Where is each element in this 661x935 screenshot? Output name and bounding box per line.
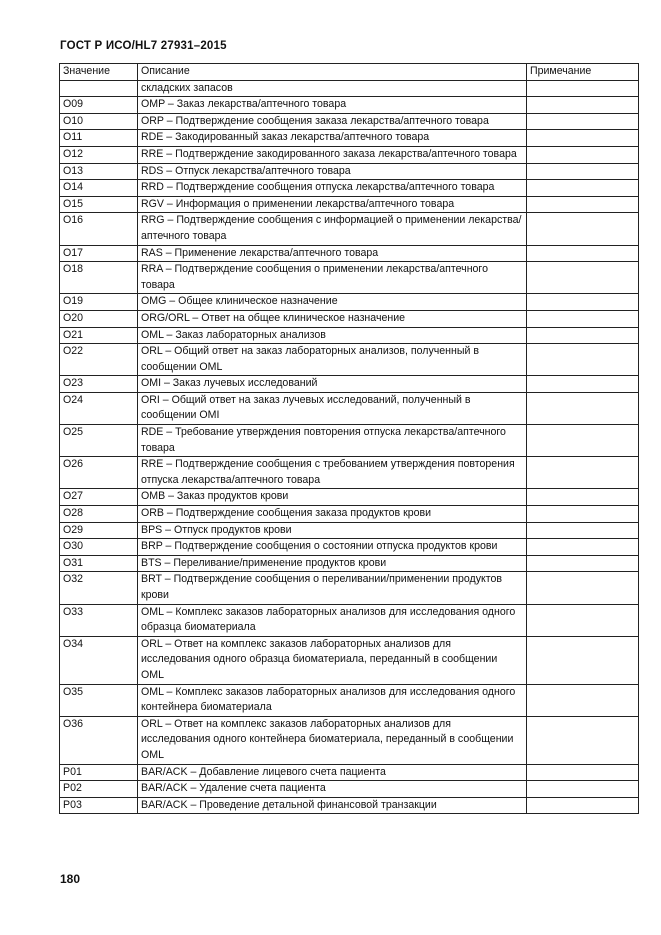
table-row	[60, 604, 639, 636]
table-row	[60, 294, 639, 311]
description-cell: BRT – Подтверждение сообщения о переливании/применении продуктов крови	[138, 572, 527, 604]
code-cell: O22	[60, 344, 138, 376]
description-cell: ORL – Ответ на комплекс заказов лабораторных анализов для исследования одного контейнера биоматериала, переданный в сообщении OML	[138, 716, 527, 764]
description-cell: BAR/ACK – Удаление счета пациента	[138, 781, 527, 798]
code-cell: O11	[60, 130, 138, 147]
table-row	[60, 130, 639, 147]
table-row	[60, 539, 639, 556]
code-cell: O24	[60, 392, 138, 424]
code-cell: O09	[60, 97, 138, 114]
description-cell: складских запасов	[138, 80, 527, 97]
note-cell	[527, 506, 639, 523]
note-cell	[527, 684, 639, 716]
description-cell: OMG – Общее клиническое назначение	[138, 294, 527, 311]
description-cell: ORP – Подтверждение сообщения заказа лекарства/аптечного товара	[138, 113, 527, 130]
description-cell: BAR/ACK – Проведение детальной финансовой транзакции	[138, 797, 527, 814]
description-cell: ORL – Ответ на комплекс заказов лабораторных анализов для исследования одного образца биоматериала, переданный в сообщении OML	[138, 636, 527, 684]
code-cell: P01	[60, 764, 138, 781]
description-cell: RDS – Отпуск лекарства/аптечного товара	[138, 163, 527, 180]
description-cell: RGV – Информация о применении лекарства/аптечного товара	[138, 196, 527, 213]
table-row	[60, 196, 639, 213]
table-row	[60, 245, 639, 262]
table-row	[60, 180, 639, 197]
note-cell	[527, 130, 639, 147]
note-cell	[527, 376, 639, 393]
table-row	[60, 113, 639, 130]
table-row	[60, 80, 639, 97]
table-row	[60, 376, 639, 393]
code-cell: O26	[60, 457, 138, 489]
table-row	[60, 146, 639, 163]
description-cell: RRA – Подтверждение сообщения о применении лекарства/аптечного товара	[138, 262, 527, 294]
note-cell	[527, 392, 639, 424]
table-row	[60, 684, 639, 716]
note-cell	[527, 781, 639, 798]
note-cell	[527, 146, 639, 163]
description-cell: RAS – Применение лекарства/аптечного товара	[138, 245, 527, 262]
description-cell: OMI – Заказ лучевых исследований	[138, 376, 527, 393]
table-row	[60, 522, 639, 539]
description-cell: OMP – Заказ лекарства/аптечного товара	[138, 97, 527, 114]
description-cell: ORL – Общий ответ на заказ лабораторных анализов, полученный в сообщении OML	[138, 344, 527, 376]
table-row	[60, 555, 639, 572]
description-cell: ORI – Общий ответ на заказ лучевых исследований, полученный в сообщении OMI	[138, 392, 527, 424]
code-cell: O12	[60, 146, 138, 163]
code-cell: O33	[60, 604, 138, 636]
code-cell: O30	[60, 539, 138, 556]
note-cell	[527, 327, 639, 344]
table-row	[60, 764, 639, 781]
note-cell	[527, 489, 639, 506]
note-cell	[527, 522, 639, 539]
description-cell: BTS – Переливание/применение продуктов крови	[138, 555, 527, 572]
code-cell: O25	[60, 425, 138, 457]
note-cell	[527, 245, 639, 262]
code-cell: O18	[60, 262, 138, 294]
document-header: ГОСТ Р ИСО/HL7 27931–2015	[60, 40, 227, 52]
table-row	[60, 797, 639, 814]
code-cell: O32	[60, 572, 138, 604]
code-cell: O27	[60, 489, 138, 506]
code-cell: P02	[60, 781, 138, 798]
table-row	[60, 716, 639, 764]
note-cell	[527, 80, 639, 97]
note-cell	[527, 196, 639, 213]
description-cell: RDE – Требование утверждения повторения отпуска лекарства/аптечного товара	[138, 425, 527, 457]
code-cell: O14	[60, 180, 138, 197]
description-cell: RDE – Закодированный заказ лекарства/аптечного товара	[138, 130, 527, 147]
note-cell	[527, 457, 639, 489]
code-cell: O17	[60, 245, 138, 262]
code-cell: O29	[60, 522, 138, 539]
table-row	[60, 310, 639, 327]
description-cell: OMB – Заказ продуктов крови	[138, 489, 527, 506]
table-row	[60, 457, 639, 489]
note-cell	[527, 213, 639, 245]
column-header-value: Значение	[60, 64, 138, 81]
note-cell	[527, 425, 639, 457]
note-cell	[527, 764, 639, 781]
note-cell	[527, 310, 639, 327]
note-cell	[527, 636, 639, 684]
code-cell: O21	[60, 327, 138, 344]
column-header-description: Описание	[138, 64, 527, 81]
note-cell	[527, 604, 639, 636]
table-row	[60, 781, 639, 798]
code-cell: O23	[60, 376, 138, 393]
table-row	[60, 344, 639, 376]
code-cell: O13	[60, 163, 138, 180]
code-cell: O19	[60, 294, 138, 311]
note-cell	[527, 113, 639, 130]
note-cell	[527, 716, 639, 764]
table-header-row	[60, 64, 639, 81]
code-cell: O15	[60, 196, 138, 213]
description-cell: RRD – Подтверждение сообщения отпуска лекарства/аптечного товара	[138, 180, 527, 197]
table-row	[60, 489, 639, 506]
note-cell	[527, 539, 639, 556]
description-cell: OML – Комплекс заказов лабораторных анализов для исследования одного контейнера биоматериала	[138, 684, 527, 716]
note-cell	[527, 344, 639, 376]
description-cell: RRE – Подтверждение сообщения с требованием утверждения повторения отпуска лекарства/аптечного товара	[138, 457, 527, 489]
code-cell: P03	[60, 797, 138, 814]
note-cell	[527, 262, 639, 294]
note-cell	[527, 572, 639, 604]
description-cell: ORB – Подтверждение сообщения заказа продуктов крови	[138, 506, 527, 523]
code-cell: O16	[60, 213, 138, 245]
code-table	[59, 63, 639, 814]
code-cell: O20	[60, 310, 138, 327]
table-row	[60, 213, 639, 245]
description-cell: ORG/ORL – Ответ на общее клиническое назначение	[138, 310, 527, 327]
table-row	[60, 636, 639, 684]
code-cell: O28	[60, 506, 138, 523]
description-cell: OML – Комплекс заказов лабораторных анализов для исследования одного образца биоматериала	[138, 604, 527, 636]
code-cell: O34	[60, 636, 138, 684]
description-cell: BPS – Отпуск продуктов крови	[138, 522, 527, 539]
page-number: 180	[60, 872, 81, 886]
table-row	[60, 392, 639, 424]
description-cell: BAR/ACK – Добавление лицевого счета пациента	[138, 764, 527, 781]
table-row	[60, 506, 639, 523]
description-cell: RRG – Подтверждение сообщения с информацией о применении лекарства/аптечного товара	[138, 213, 527, 245]
note-cell	[527, 555, 639, 572]
code-cell: O10	[60, 113, 138, 130]
table-body	[60, 80, 639, 814]
table-row	[60, 97, 639, 114]
note-cell	[527, 797, 639, 814]
table-row	[60, 327, 639, 344]
note-cell	[527, 163, 639, 180]
table-row	[60, 262, 639, 294]
table-row	[60, 572, 639, 604]
note-cell	[527, 180, 639, 197]
note-cell	[527, 97, 639, 114]
table-row	[60, 163, 639, 180]
code-cell	[60, 80, 138, 97]
description-cell: OML – Заказ лабораторных анализов	[138, 327, 527, 344]
table-row	[60, 425, 639, 457]
column-header-note: Примечание	[527, 64, 639, 81]
code-cell: O36	[60, 716, 138, 764]
note-cell	[527, 294, 639, 311]
description-cell: RRE – Подтверждение закодированного заказа лекарства/аптечного товара	[138, 146, 527, 163]
code-cell: O31	[60, 555, 138, 572]
description-cell: BRP – Подтверждение сообщения о состоянии отпуска продуктов крови	[138, 539, 527, 556]
code-cell: O35	[60, 684, 138, 716]
